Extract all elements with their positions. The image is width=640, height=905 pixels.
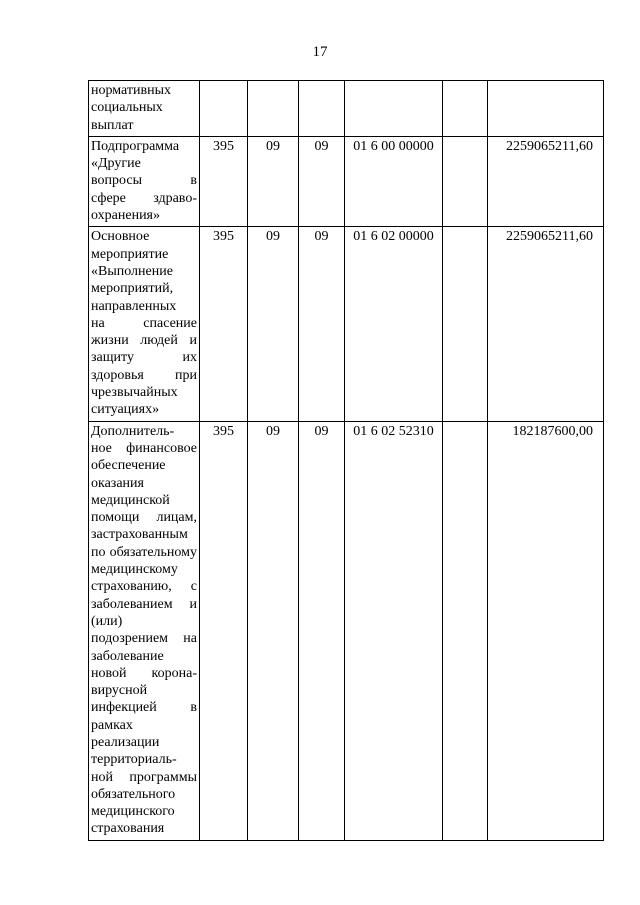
row-name-line: ситуациях» (91, 402, 160, 418)
expense-type-cell (443, 227, 488, 421)
row-name-cell (89, 421, 200, 840)
row-name-line: застрахованным (91, 527, 188, 543)
target-article-cell: 01 6 00 00000 (345, 136, 443, 226)
row-name-line: защиту их (91, 350, 197, 366)
amount-cell: 2259065211,60 (488, 227, 604, 421)
budget-table (88, 80, 604, 841)
ministry-code-cell: 395 (200, 227, 248, 421)
row-name-cell (89, 81, 200, 137)
row-name-line: на спасение (91, 315, 197, 331)
row-name-line: заболеванием и (91, 596, 197, 612)
section-code-cell (248, 81, 299, 137)
row-name-line: медицинской (91, 492, 170, 508)
subsection-code-cell: 09 (299, 227, 345, 421)
subsection-code-cell: 09 (299, 421, 345, 840)
row-name-line: ное финансовое (91, 440, 197, 456)
row-name-line: реализации (91, 734, 160, 750)
target-article-cell: 01 6 02 00000 (345, 227, 443, 421)
row-name-line: страхования (91, 821, 165, 837)
row-name-line: обязательного (91, 786, 176, 802)
table-row (89, 227, 604, 421)
row-name-line: здоровья при (91, 367, 197, 383)
row-name-line: Основное (91, 229, 150, 245)
expense-type-cell (443, 136, 488, 226)
row-name-line: ной программы (91, 769, 197, 785)
page-number: 17 (312, 44, 328, 60)
row-name-line: медицинского (91, 804, 175, 820)
row-name-line: оказания (91, 475, 144, 491)
row-name-line: жизни людей и (91, 333, 197, 349)
row-name-line: подозрением на (91, 631, 197, 647)
target-article-cell (345, 81, 443, 137)
row-name-line: территориаль- (91, 752, 177, 768)
row-name-line: направленных (91, 298, 177, 314)
row-name-line: нормативных (91, 83, 172, 98)
section-code-cell: 09 (248, 227, 299, 421)
ministry-code-cell: 395 (200, 136, 248, 226)
row-name-line: чрезвычайных (91, 385, 178, 401)
row-name-line: страхованию, с (91, 579, 197, 595)
section-code-cell: 09 (248, 421, 299, 840)
row-name-line: «Выполнение (91, 263, 173, 279)
row-name-line: инфекцией в (91, 700, 197, 716)
row-name-line: Подпрограмма (91, 138, 180, 154)
row-name-cell (89, 136, 200, 226)
row-name-line: мероприятий, (91, 281, 174, 297)
row-name-line: социальных (91, 100, 163, 116)
amount-cell (488, 81, 604, 137)
ministry-code-cell: 395 (200, 421, 248, 840)
table-row (89, 136, 604, 226)
target-article-cell: 01 6 02 52310 (345, 421, 443, 840)
ministry-code-cell (200, 81, 248, 137)
table-row (89, 81, 604, 137)
row-name-line: новой корона- (91, 665, 197, 681)
table-row (89, 421, 604, 840)
expense-type-cell (443, 421, 488, 840)
budget-table-body (89, 81, 604, 841)
row-name-line: сфере здраво- (91, 190, 197, 206)
row-name-line: медицинскому (91, 562, 178, 578)
row-name-line: заболевание (91, 648, 164, 664)
row-name-line: «Другие (91, 156, 141, 172)
section-code-cell: 09 (248, 136, 299, 226)
row-name-line: обеспечение (91, 458, 166, 474)
row-name-line: выплат (91, 117, 134, 133)
row-name-line: мероприятие (91, 246, 169, 262)
row-name-line: вопросы в (91, 173, 197, 189)
subsection-code-cell: 09 (299, 136, 345, 226)
expense-type-cell (443, 81, 488, 137)
amount-cell: 2259065211,60 (488, 136, 604, 226)
row-name-line: помощи лицам, (91, 510, 197, 526)
row-name-cell (89, 227, 200, 421)
row-name-line: (или) (91, 613, 123, 629)
row-name-line: по обязательному (91, 544, 197, 560)
amount-cell: 182187600,00 (488, 421, 604, 840)
row-name-line: Дополнитель- (91, 423, 175, 439)
row-name-line: рамках (91, 717, 133, 733)
row-name-line: вирусной (91, 683, 148, 699)
subsection-code-cell (299, 81, 345, 137)
row-name-line: охранения» (91, 208, 160, 224)
